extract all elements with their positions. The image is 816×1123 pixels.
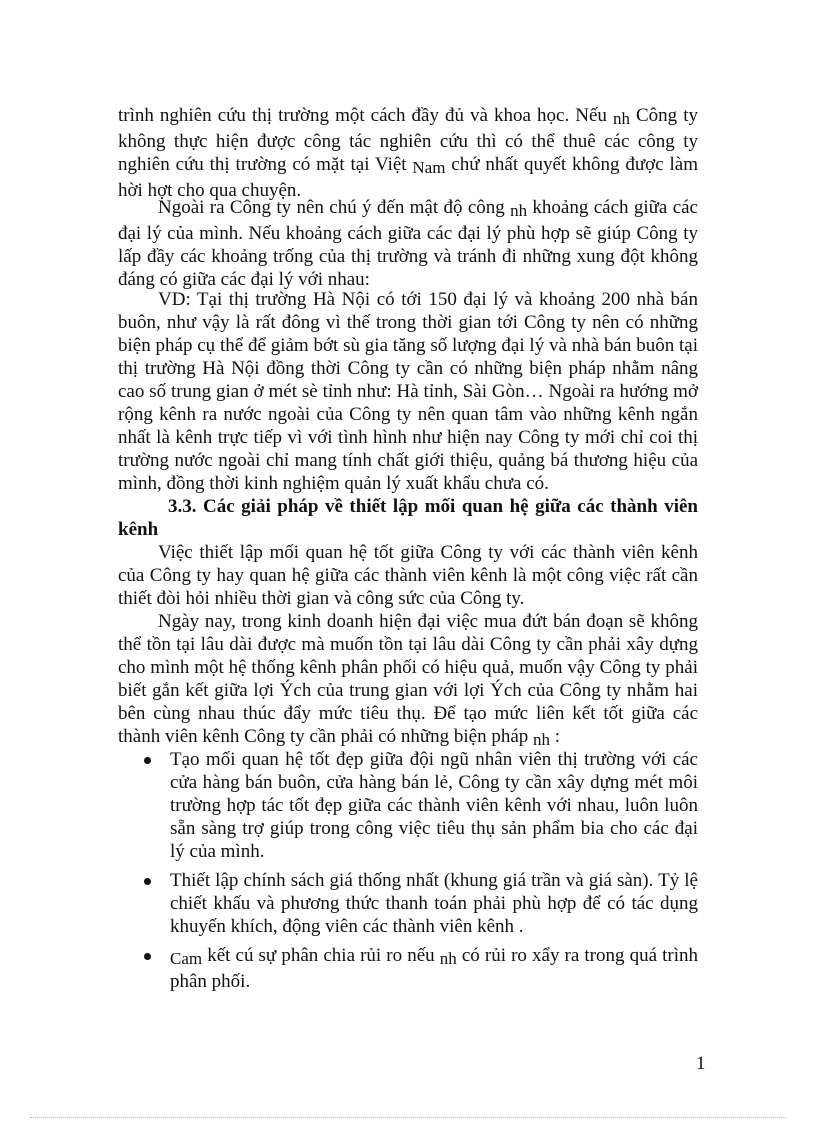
text-run: Công ty không thực hiện được công tác nghiên cứu thì có thể thuê các công ty nghiên cứu thị trường có mặt tại Việt	[118, 105, 698, 175]
subscript-fragment: nh	[533, 730, 551, 749]
list-item-text: Tạo mối quan hệ tốt đẹp giữa đội ngũ nhân viên thị trường với các cửa hàng bán buôn, cửa hàng bán lẻ, Công ty cần xây dựng mét môi trường hợp tác tốt đẹp giữa các thành viên kênh với nhau, luôn luôn sẵn sàng trợ giúp trong công việc tiêu thụ sản phẩm bia cho các đại lý của mình.	[170, 749, 698, 862]
subscript-fragment: nh	[510, 201, 528, 220]
text-run: kết cú sự phân chia rủi ro nếu	[202, 945, 440, 966]
paragraph-modern-business	[118, 610, 698, 751]
list-item-text: Thiết lập chính sách giá thống nhất (khung giá trần và giá sàn). Tỷ lệ chiết khấu và phương thức thanh toán phải phù hợp để có tác dụng khuyến khích, động viên các thành viên kênh .	[170, 870, 698, 937]
page-number: 1	[696, 1053, 706, 1074]
paragraph-market-research	[118, 104, 698, 202]
paragraph-agent-density	[118, 196, 698, 291]
subscript-fragment: Nam	[412, 158, 446, 177]
text-run: chứ nhất quyết không được làm hời hợt cho qua chuyện.	[118, 154, 698, 201]
list-item	[140, 944, 698, 993]
bullet-list	[140, 748, 698, 999]
bullet-icon	[144, 757, 151, 764]
list-item-text	[170, 945, 698, 992]
text-run: :	[550, 726, 561, 747]
bullet-icon	[144, 953, 151, 960]
list-item	[140, 748, 698, 863]
bullet-icon	[144, 878, 151, 885]
paragraph-relationship-intro: Việc thiết lập mối quan hệ tốt giữa Công ty với các thành viên kênh của Công ty hay quan hệ giữa các thành viên kênh là một công việc rất cần thiết đòi hỏi nhiều thời gian và công sức của Công ty.	[118, 542, 698, 609]
page-bottom-divider	[30, 1117, 786, 1118]
section-heading: 3.3. Các giải pháp về thiết lập mối quan hệ giữa các thành viên kênh	[118, 496, 698, 540]
subscript-fragment: nh	[612, 109, 630, 128]
subscript-fragment: nh	[439, 949, 457, 968]
subscript-fragment: Cam	[170, 949, 203, 968]
text-run: trình nghiên cứu thị trường một cách đầy đủ và khoa học. Nếu	[118, 105, 613, 126]
text-run: Ngày nay, trong kinh doanh hiện đại việc mua đứt bán đoạn sẽ không thể tồn tại lâu dài được mà muốn tồn tại lâu dài Công ty cần phải xây dựng cho mình một hệ thống kênh phân phối có hiệu quả, muốn vậy Công ty phải biết gắn kết giữa lợi Ých của trung gian với lợi Ých của Công ty nhằm hai bên cùng nhau thúc đẩy mức tiêu thụ. Để tạo mức liên kết tốt giữa các thành viên kênh Công ty cần phải có những biện pháp	[118, 611, 698, 747]
text-run: có rủi ro xẩy ra trong quá trình phân phối.	[170, 945, 699, 992]
text-run: khoảng cách giữa các đại lý của mình. Nếu khoảng cách giữa các đại lý phù hợp sẽ giúp Công ty lấp đầy các khoảng trống của thị trường và tránh đi những xung đột không đáng có giữa các đại lý với nhau:	[118, 197, 698, 290]
list-item	[140, 869, 698, 938]
paragraph-example-hanoi: VD: Tại thị trường Hà Nội có tới 150 đại lý và khoảng 200 nhà bán buôn, như vậy là rất đông vì thế trong thời gian tới Công ty nên có những biện pháp cụ thể để giảm bớt sù gia tăng số lượng đại lý và nhà bán buôn tại thị trường Hà Nội đồng thời Công ty cần có những biện pháp nhằm nâng cao số trung gian ở mét sè tỉnh như: Hà tỉnh, Sài Gòn… Ngoài ra hướng mở rộng kênh ra nước ngoài của Công ty nên quan tâm vào những kênh ngắn nhất là kênh trực tiếp vì với tình hình như hiện nay Công ty mới chỉ coi thị trường nước ngoài chỉ mang tính chất giới thiệu, quảng bá thương hiệu của mình, đồng thời kinh nghiệm quản lý xuất khẩu chưa có.	[118, 289, 698, 494]
text-run: Ngoài ra Công ty nên chú ý đến mật độ công	[158, 197, 511, 218]
